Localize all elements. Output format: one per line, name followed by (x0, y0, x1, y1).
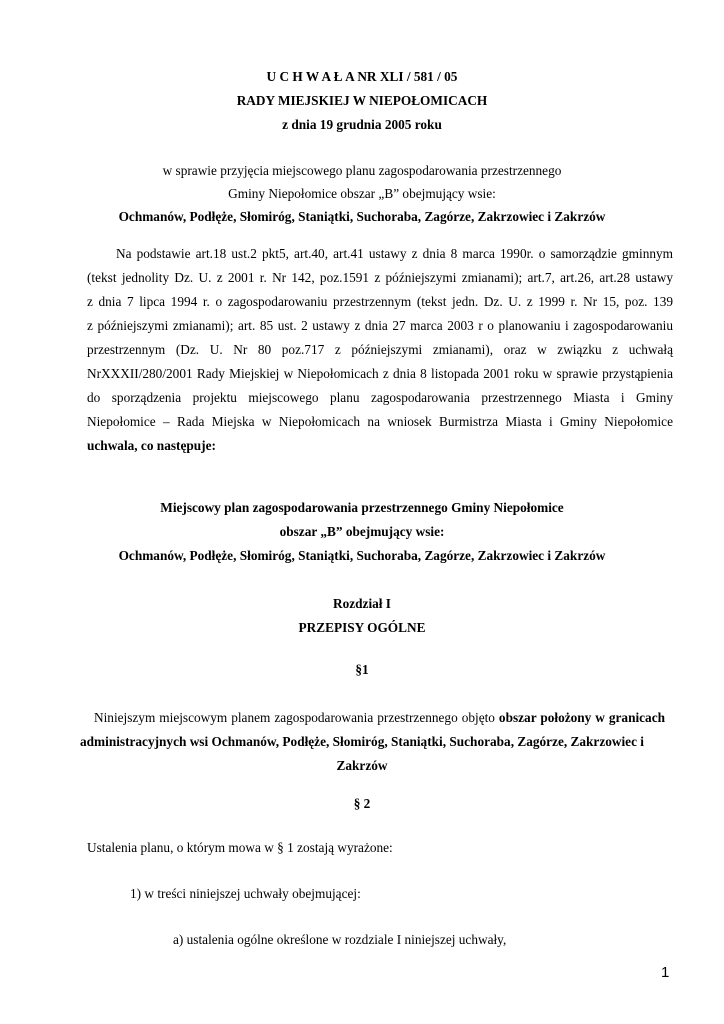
plan-title-line-3: Ochmanów, Podłęże, Słomiróg, Staniątki, Suchoraba, Zagórze, Zakrzowiec i Zakrzów (118, 548, 606, 563)
section-1-mark: §1 (355, 662, 369, 677)
resolution-title: U C H W A Ł A NR XLI / 581 / 05 (266, 69, 458, 84)
section-2-item-1: 1) w treści niniejszej uchwały obejmującej: (130, 886, 361, 901)
preamble-line: NrXXXII/280/2001 Rady Miejskiej w Niepołomicach z dnia 8 listopada 2001 roku w sprawie przystąpienia (87, 366, 673, 381)
section-1-line-3: Zakrzów (336, 758, 388, 773)
chapter-title: PRZEPISY OGÓLNE (298, 620, 426, 635)
page-number: 1 (661, 964, 670, 981)
section-2-item-1a: a) ustalenia ogólne określone w rozdziale I niniejszej uchwały, (173, 932, 507, 947)
preamble-line: (tekst jednolity Dz. U. z 2001 r. Nr 142, poz.1591 z późniejszymi zmianami); art.7, art.26, art.28 ustawy (87, 270, 673, 285)
chapter-number: Rozdział I (333, 596, 391, 611)
plan-title-line-1: Miejscowy plan zagospodarowania przestrzennego Gminy Niepołomice (160, 500, 564, 515)
subject-line-1: w sprawie przyjęcia miejscowego planu zagospodarowania przestrzennego (162, 163, 562, 178)
preamble-line: Na podstawie art.18 ust.2 pkt5, art.40, art.41 ustawy z dnia 8 marca 1990r. o samorządzie gminnym (116, 246, 673, 261)
plan-title-line-2: obszar „B” obejmujący wsie: (279, 524, 445, 539)
subject-line-2: Gminy Niepołomice obszar „B” obejmujący wsie: (228, 186, 496, 201)
preamble-line: z dnia 7 lipca 1994 r. o zagospodarowaniu przestrzennym (tekst jedn. Dz. U. z 1999 r. Nr 15, poz. 139 (87, 294, 673, 309)
section-1-bold-text: obszar położony w granicach (498, 710, 666, 725)
preamble-closing: uchwala, co następuje: (87, 438, 216, 453)
resolution-issuer: RADY MIEJSKIEJ W NIEPOŁOMICACH (236, 93, 488, 108)
subject-line-3: Ochmanów, Podłęże, Słomiróg, Staniątki, Suchoraba, Zagórze, Zakrzowiec i Zakrzów (118, 209, 606, 224)
preamble-line: z późniejszymi zmianami); art. 85 ust. 2 ustawy z dnia 27 marca 2003 r o planowaniu i zagospodarowaniu (87, 318, 673, 333)
resolution-date: z dnia 19 grudnia 2005 roku (282, 117, 442, 132)
preamble-line: do sporządzenia projektu miejscowego planu zagospodarowania przestrzennego Miasta i Gminy (87, 390, 673, 405)
section-1-text: Niniejszym miejscowym planem zagospodarowania przestrzennego objęto (94, 710, 499, 725)
section-2-mark: § 2 (353, 796, 371, 811)
preamble-line: przestrzennym (Dz. U. Nr 80 poz.717 z późniejszymi zmianami), oraz w związku z uchwałą (87, 342, 673, 357)
section-2-intro: Ustalenia planu, o którym mowa w § 1 zostają wyrażone: (87, 840, 393, 855)
section-1-line-2: administracyjnych wsi Ochmanów, Podłęże, Słomiróg, Staniątki, Suchoraba, Zagórze, Zakrzowiec i (80, 734, 644, 749)
section-1-line-1 (94, 710, 665, 726)
preamble-line: Niepołomice – Rada Miejska w Niepołomicach na wniosek Burmistrza Miasta i Gminy Niepołomice (87, 414, 673, 429)
